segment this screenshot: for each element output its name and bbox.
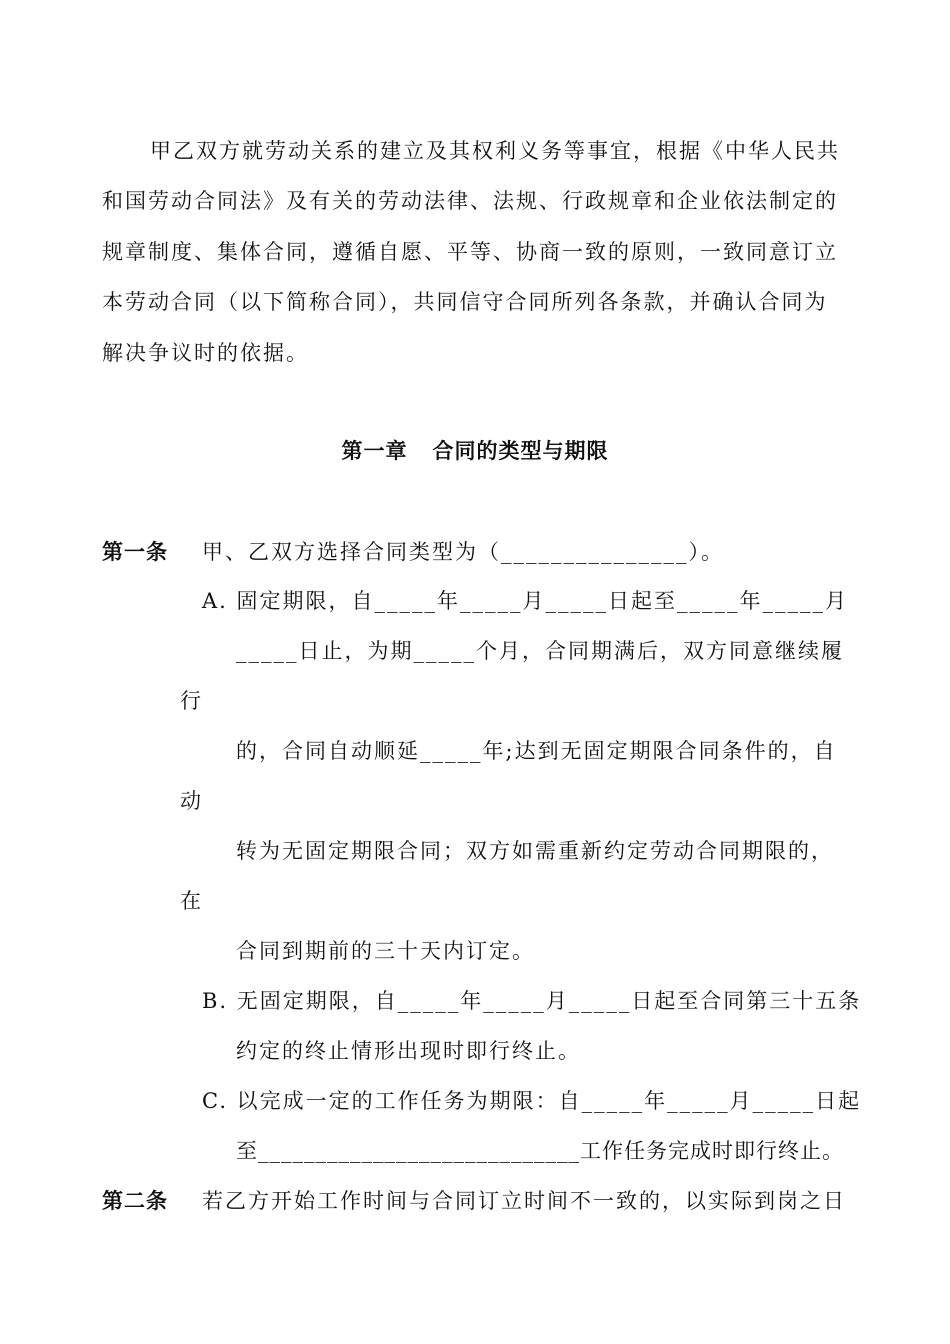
option-a-line-1: A. 固定期限，自_____年_____月_____日起至_____年_____月 [202,589,849,613]
option-a-line-6: 转为无固定期限合同；双方如需重新约定劳动合同期限的， [236,839,834,863]
article-1-label: 第一条 [102,539,168,564]
option-a-line-2: _____日止，为期_____个月，合同期满后，双方同意继续履 [236,639,844,663]
option-b-line-1: B. 无固定期限，自_____年_____月_____日起至合同第三十五条 [202,989,862,1013]
preamble-line-4: 本劳动合同（以下简称合同），共同信守合同所列各条款，并确认合同为 [102,290,828,314]
article-2-text: 若乙方开始工作时间与合同订立时间不一致的，以实际到岗之日 [202,1189,846,1213]
preamble-line-1: 甲乙双方就劳动关系的建立及其权利义务等事宜，根据《中华人民共 [150,139,840,163]
preamble-line-2: 和国劳动合同法》及有关的劳动法律、法规、行政规章和企业依法制定的 [102,189,838,213]
preamble-line-3: 规章制度、集体合同，遵循自愿、平等、协商一致的原则，一致同意订立 [102,240,838,264]
article-2-label: 第二条 [102,1188,168,1213]
option-a-line-3: 行 [180,689,203,713]
chapter-heading: 第一章 合同的类型与期限 [341,438,609,463]
option-a-line-4: 的，合同自动顺延_____年;达到无固定期限合同条件的，自 [236,739,837,763]
option-b-line-2: 约定的终止情形出现时即行终止。 [236,1039,581,1063]
option-a-line-5: 动 [180,789,203,813]
option-a-line-8: 合同到期前的三十天内订定。 [236,939,535,963]
option-c-line-1: C. 以完成一定的工作任务为期限：自_____年_____月_____日起 [202,1089,862,1113]
preamble-line-5: 解决争议时的依据。 [102,341,309,365]
option-c-line-2: 至____________________________工作任务完成时即行终止。 [236,1139,844,1163]
article-1-text: 甲、乙双方选择合同类型为（_______________）。 [202,540,724,564]
option-a-line-7: 在 [180,889,203,913]
